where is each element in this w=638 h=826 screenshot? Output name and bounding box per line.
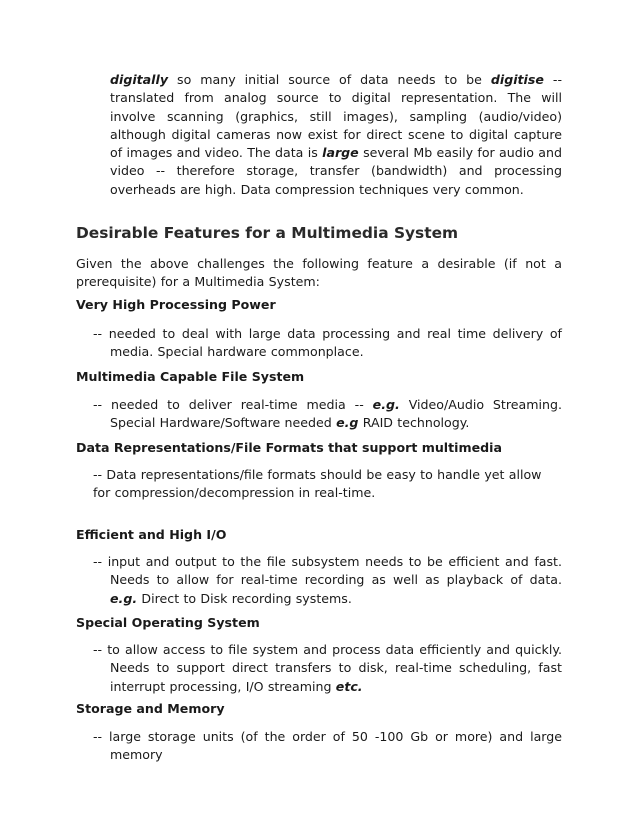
feature-heading-storage: Storage and Memory xyxy=(76,701,225,716)
feature-heading-file-formats: Data Representations/File Formats that support multimedia xyxy=(76,440,502,455)
feature-heading-os: Special Operating System xyxy=(76,615,260,630)
feature-text-file-formats: -- Data representations/file formats should be easy to handle yet allow for compression/decompression in real-time. xyxy=(93,467,542,501)
feature-text-storage: -- large storage units (of the order of 50 -100 Gb or more) and large memory xyxy=(93,729,562,763)
term-large: large xyxy=(322,145,359,161)
term-digitally: digitally xyxy=(110,72,169,87)
feature-heading-file-system: Multimedia Capable File System xyxy=(76,369,305,384)
intro-paragraph: digitally so many initial source of data needs to be digitise -- translated from analog source to digital representation. The will involve scanning (graphics, still images), sampling (audio/video) although digital cameras now exist for direct scene to digital capture of images and video. The data is large several Mb easily for audio and video -- therefore storage, transfer (bandwidth) and processing overheads are high. Data compression techniques very common. xyxy=(110,72,563,197)
section-title: Desirable Features for a Multimedia System xyxy=(76,224,459,242)
section-intro: Given the above challenges the following feature a desirable (if not a prerequisite) for a Multimedia System: xyxy=(76,256,562,290)
term-digitise: digitise xyxy=(490,72,544,87)
feature-text-io: -- input and output to the file subsystem needs to be efficient and fast. Needs to allow for real-time recording as well as playback of data. e.g. Direct to Disk recording systems. xyxy=(93,554,562,606)
feature-heading-io: Efficient and High I/O xyxy=(76,527,227,542)
feature-text-file-system: -- needed to deliver real-time media -- e.g. Video/Audio Streaming. Special Hardware/Software needed e.g RAID technology. xyxy=(93,397,562,431)
feature-text-processing: -- needed to deal with large data processing and real time delivery of media. Special hardware commonplace. xyxy=(93,326,562,360)
feature-text-os: -- to allow access to file system and process data efficiently and quickly. Needs to support direct transfers to disk, real-time scheduling, fast interrupt processing, I/O streaming etc. xyxy=(93,642,562,694)
feature-heading-processing: Very High Processing Power xyxy=(76,297,276,312)
